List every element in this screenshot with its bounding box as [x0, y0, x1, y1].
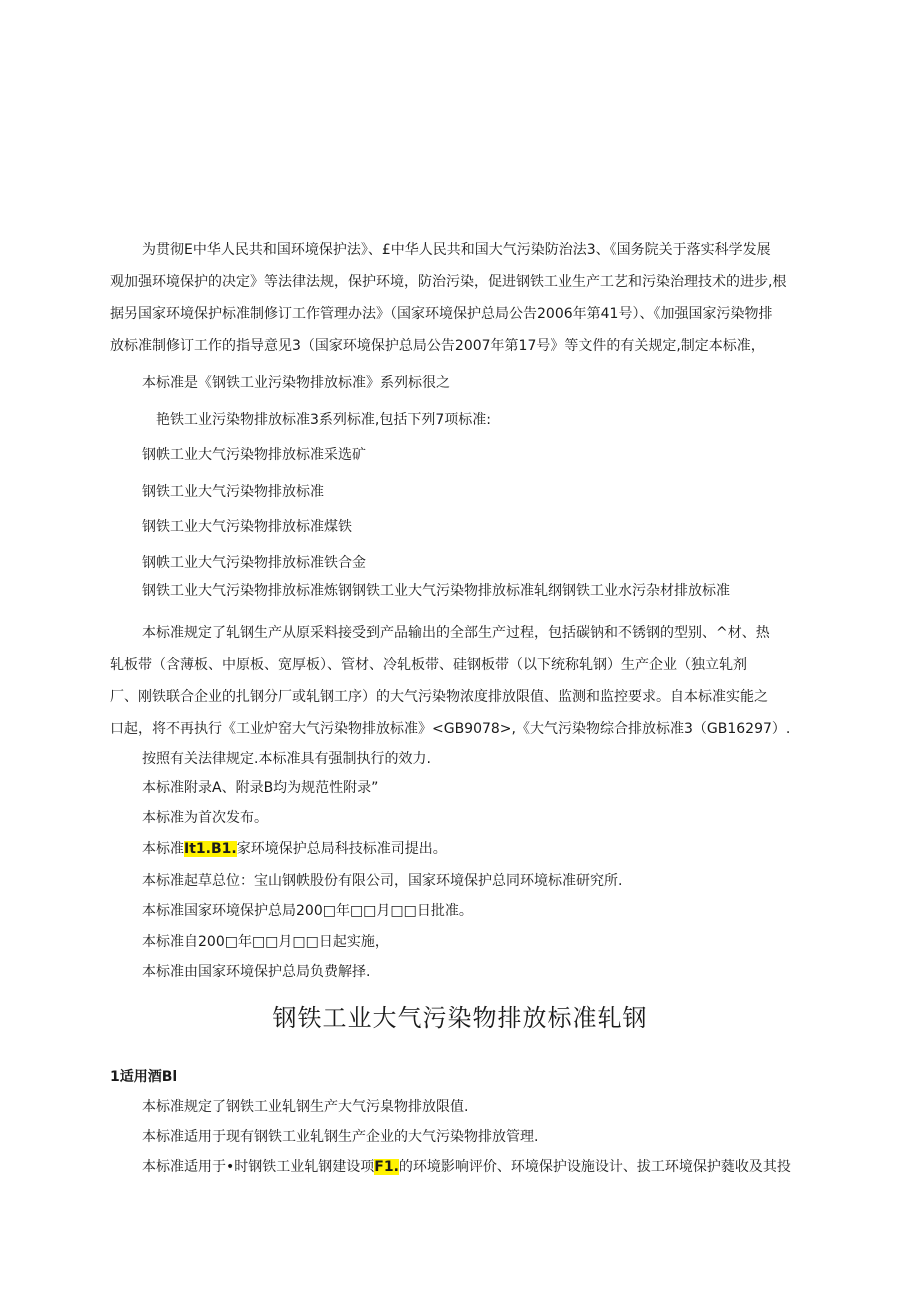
section-suffix: 的环境影响评价、环境保护设施设计、拔工环境保护蕤收及其投	[398, 1159, 791, 1175]
section-heading: 1适用酒Bl	[110, 1069, 178, 1085]
section-line: 本标准适用于现有钢铁工业轧钢生产企业的大气污染物排放管理.	[142, 1129, 539, 1145]
series-intro: 艳铁工业污染物排放标准3系列标准,包括下列7项标准:	[156, 412, 491, 428]
list-item: 钢铁工业大气污染物排放标准	[142, 484, 324, 500]
preface-line: 据另国家环境保护标准制修订工作管理办法》（国家环境保护总局公告2006年第41号）、《加强国家污染物排	[110, 306, 773, 322]
preface-statement: 本标准为首次发布。	[142, 810, 268, 826]
scope-line: 厂、刚铁联合企业的扎钢分厂或轧钢工序）的大气污染物浓度排放限值、监测和监控要求。自本标准实能之	[110, 689, 768, 705]
list-item: 钢帙工业大气污染物排放标准采选矿	[142, 447, 366, 463]
preface-statement: 按照有关法律规定.本标准具有强制执行的效力.	[142, 751, 431, 767]
highlighted-text: F1.	[374, 1159, 399, 1175]
section-line: 本标准规定了钢铁工业轧钢生产大气污臬物排放限值.	[142, 1099, 469, 1115]
preface-statement: 本标准国家环境保护总局200□年□□月□□日批准。	[142, 903, 473, 919]
preface-statement: 本标准附录A、附录B均为规范性附录”	[142, 780, 379, 796]
statement-suffix: 家环境保护总局科技标准司提出。	[236, 841, 447, 857]
list-item: 钢铁工业大气污染物排放标准炼钢钢铁工业大气污染物排放标准轧纲钢铁工业水污杂材排放标准	[142, 583, 730, 599]
preface-line: 观加强环境保护的决定》等法律法规，保护环境，防治污染，促进钢铁工业生产工艺和污染治理技术的进步,根	[110, 274, 787, 290]
list-item: 钢帙工业大气污染物排放标准铁合金	[142, 555, 366, 571]
preface-line: 为贯彻E中华人民共和国环境保护法》、£中华人民共和国大气污染防治法3、《国务院关于落实科学发展	[142, 242, 771, 258]
statement-prefix: 本标准	[142, 841, 184, 857]
scope-line: 本标准规定了轧钢生产从原采料接受到产品输出的全部生产过程，包括碳钠和不锈钢的型别、^材、热	[142, 625, 770, 641]
highlighted-text: It1.B1.	[184, 841, 237, 857]
section-prefix: 本标准适用于•时钢铁工业轧钢建设项	[142, 1159, 375, 1175]
preface-statement: 本标准起草总位：宝山钢帙股份有限公司，国家环境保护总同环境标准研究所.	[142, 873, 623, 889]
preface-statement: 本标准自200□年□□月□□日起实施，	[142, 934, 389, 950]
section-line	[142, 1157, 791, 1177]
list-item: 钢铁工业大气污染物排放标准煤铁	[142, 519, 352, 535]
document-title: 钢铁工业大气污染物排放标准轧钢	[272, 1004, 648, 1032]
preface-line: 放标准制修订工作的指导意见3（国家环境保护总局公告2007年第17号》等文件的有关规定,制定本标准，	[110, 338, 765, 354]
preface-statement: 本标准由国家环境保护总局负费解择.	[142, 964, 371, 980]
series-statement: 本标准是《钢铁工业污染物排放标准》系列标很之	[142, 375, 450, 391]
scope-line: 口起，将不再执行《工业炉窑大气污染物排放标准》<GB9078>,《大气污染物综合排放标准3（GB16297）.	[110, 721, 791, 737]
scope-line: 轧板带（含薄板、中原板、宽厚板）、管材、冷轧板带、硅钢板带（以下统称轧钢）生产企业（独立轧剂	[110, 657, 747, 673]
preface-statement	[142, 839, 447, 859]
